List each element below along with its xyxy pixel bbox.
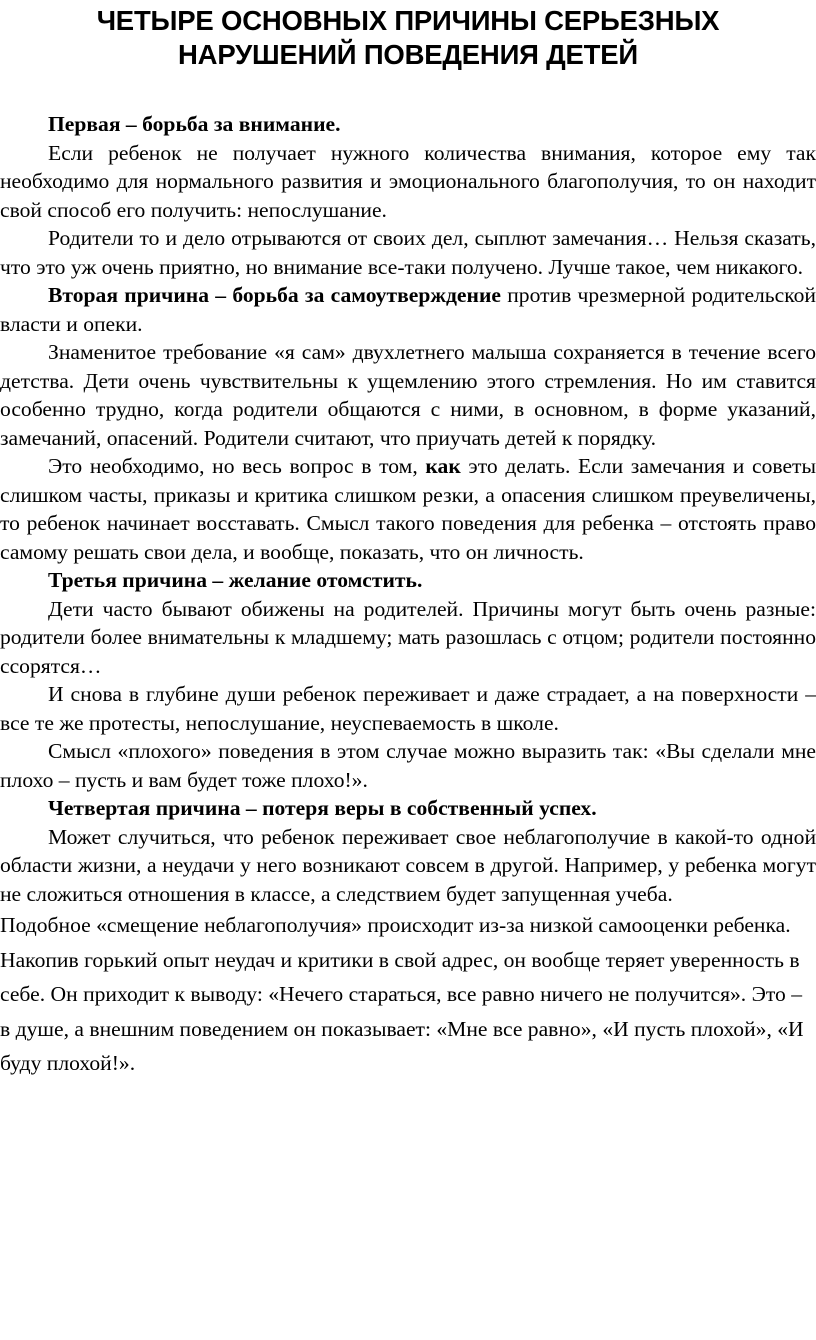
paragraph: Если ребенок не получает нужного количества внимания, которое ему так необходимо для нормального развития и эмоционального благополучия, то он находит свой способ его получить: непослушание. [0,140,816,222]
heading-text: Вторая причина – борьба за самоутверждение [48,283,501,307]
paragraph: И снова в глубине души ребенок переживает и даже страдает, а на поверхности – все те же протесты, непослушание, неуспеваемость в школе. [0,682,816,735]
paragraph-final: Подобное «смещение неблагополучия» происходит из-за низкой самооценки ребенка. Накопив горький опыт неудач и критики в свой адрес, он вообще теряет уверенность в себе. Он приходит к выводу: «Нечего стараться, все равно ничего не получится». Это – в душе, а внешним поведением он показывает: «Мне все равно», «И пусть плохой», «И буду плохой!». [0,913,804,1075]
paragraph [0,452,816,566]
title-line-2: НАРУШЕНИЙ ПОВЕДЕНИЯ ДЕТЕЙ [178,39,638,70]
paragraph: Может случиться, что ребенок переживает свое неблагополучие в какой-то одной области жизни, а неудачи у него возникают совсем в другой. Например, у ребенка могут не сложиться отношения в классе, а следствием будет запущенная учеба. [0,824,816,906]
document-body [0,110,816,1081]
paragraph: Дети часто бывают обижены на родителей. Причины могут быть очень разные: родители более внимательны к младшему; мать разошлась с отцом; родители постоянно ссорятся… [0,596,816,678]
page-title [0,4,816,72]
paragraph: Родители то и дело отрываются от своих дел, сыплют замечания… Нельзя сказать, что это уж очень приятно, но внимание все-таки получено. Лучше такое, чем никакого. [0,226,816,279]
section-heading-fourth [0,794,816,823]
paragraph-text: это делать. Если замечания и советы слишком часты, приказы и критика слишком резки, а опасения слишком преувеличены, то ребенок начинает восставать. Смысл такого поведения для ребенка – отстоять право самому решать свои дела, и вообще, показать, что он личность. [0,454,816,564]
heading-text: Четвертая причина – потеря веры в собственный успех. [48,796,597,820]
paragraph: Смысл «плохого» поведения в этом случае можно выразить так: «Вы сделали мне плохо – пусть и вам будет тоже плохо!». [0,739,816,792]
emphasis-text: как [425,454,461,478]
heading-text: Третья причина – желание отомстить. [48,568,423,592]
heading-text: Первая – борьба за внимание. [48,112,341,136]
heading-rest-text: против чрезмерной родительской власти и опеки. [0,283,816,336]
section-heading-second [0,281,816,338]
paragraph: Знаменитое требование «я сам» двухлетнего малыша сохраняется в течение всего детства. Дети очень чувствительны к ущемлению этого стремления. Но им ставится особенно трудно, когда родители общаются с ними, в основном, в форме указаний, замечаний, опасений. Родители считают, что приучать детей к порядку. [0,340,816,450]
section-heading-first [0,110,816,139]
title-line-1: ЧЕТЫРЕ ОСНОВНЫХ ПРИЧИНЫ СЕРЬЕЗНЫХ [96,5,720,36]
section-heading-third [0,566,816,595]
paragraph-text: Это необходимо, но весь вопрос в том, [48,454,426,478]
